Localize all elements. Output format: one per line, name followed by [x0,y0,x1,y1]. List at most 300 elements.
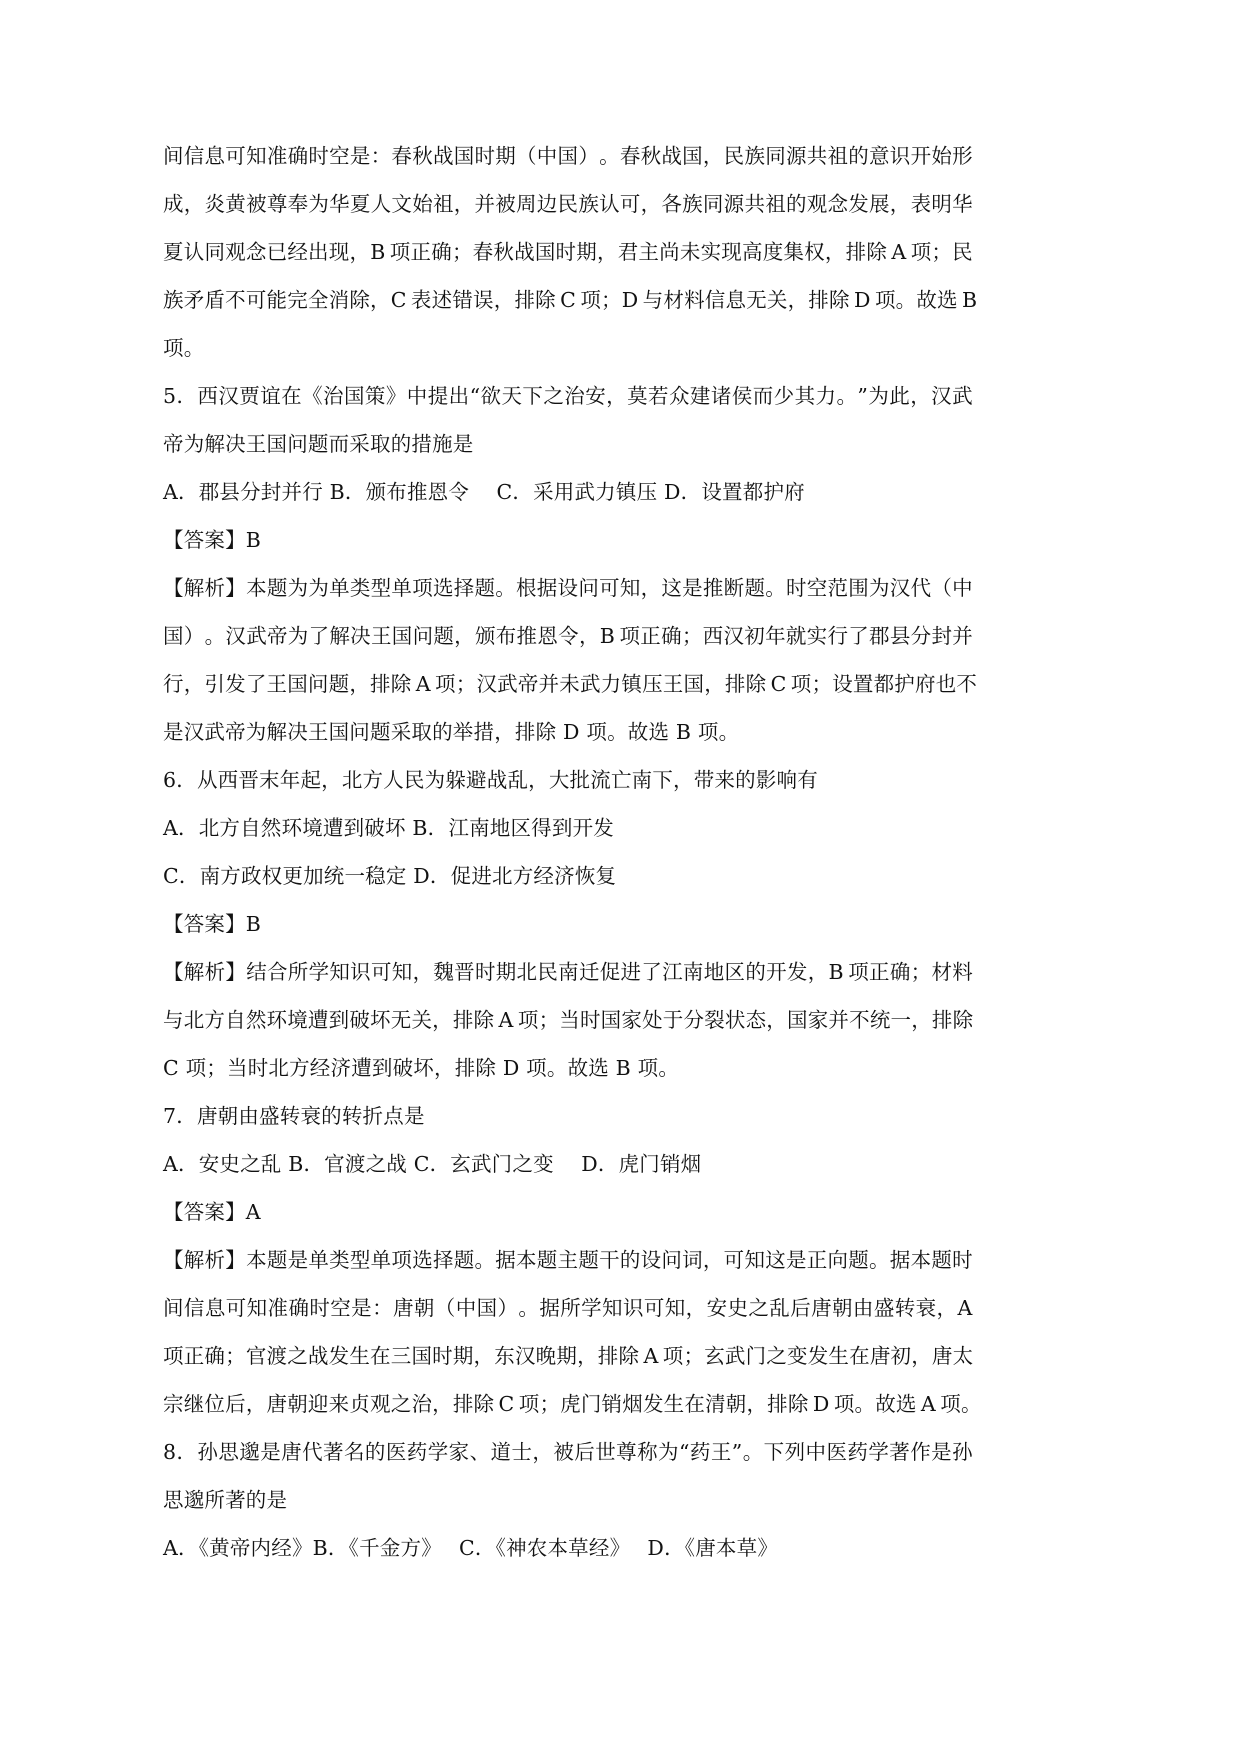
analysis-line [163,948,973,996]
glyph: 除 [535,288,556,312]
glyph: 战 [661,144,683,168]
glyph: 、 [469,1440,491,1464]
glyph: 本 [246,1248,267,1272]
glyph: 在 [281,384,302,408]
glyph: （ [434,1296,456,1320]
glyph: 中 [536,144,558,168]
glyph: 东 [494,1344,515,1368]
glyph: 发 [225,672,246,696]
glyph: 现 [328,240,350,264]
glyph: 不 [225,288,246,312]
glyph: 武 [724,1344,746,1368]
glyph: 周 [516,192,537,216]
glyph: 空 [806,576,828,600]
glyph: 项 [833,1392,855,1416]
glyph: 江 [662,960,683,984]
glyph: 题 [474,576,496,600]
glyph: 族 [682,192,703,216]
glyph: 排 [452,1008,474,1032]
glyph: ； [681,624,703,648]
glyph: 少 [773,384,795,408]
analysis-line [163,1284,973,1332]
glyph: 在 [684,1392,706,1416]
glyph: 秋 [412,144,433,168]
glyph: 华 [329,192,350,216]
glyph: ， [578,624,600,648]
glyph: 项 [391,1248,413,1272]
glyph: 尊 [266,192,288,216]
glyph: ； [451,240,473,264]
glyph: 是 [351,1296,372,1320]
glyph: 晚 [535,1344,557,1368]
glyph: 排 [370,672,391,696]
glyph: 除 [829,288,850,312]
glyph: 孙 [952,1440,973,1464]
glyph: 人 [370,192,392,216]
glyph: 分 [683,1008,705,1032]
glyph: 设 [557,576,579,600]
glyph: 题 [266,576,288,600]
glyph: 药 [689,1440,711,1464]
glyph: 实 [806,624,828,648]
glyph: 排 [724,672,746,696]
glyph: 所 [560,1296,581,1320]
glyph: 生 [663,1392,685,1416]
glyph: 盾 [204,288,226,312]
glyph: 衰 [915,1296,937,1320]
glyph: 型 [349,1248,371,1272]
glyph: 国 [682,144,703,168]
glyph: 始 [931,144,953,168]
glyph: 家 [621,1008,643,1032]
glyph: 战 [514,240,535,264]
glyph: ： [372,1296,393,1320]
glyph: 汉 [514,1344,536,1368]
glyph: 变 [787,1344,808,1368]
glyph: ， [454,624,475,648]
glyph: 唐 [869,1344,891,1368]
glyph: 置 [852,672,874,696]
glyph: 在 [849,1344,870,1368]
question-stem-line: 思邈所著的是 [163,1488,288,1512]
glyph: 息 [204,144,226,168]
glyph: ， [183,192,205,216]
glyph: 方 [204,1008,226,1032]
glyph: 决 [350,624,371,648]
glyph: C [498,1392,515,1416]
glyph: 策 [364,384,386,408]
text-line: 项。 [163,336,205,360]
glyph: 项 [435,672,456,696]
glyph: ， [453,192,475,216]
glyph: 共 [806,144,828,168]
glyph: 设 [640,1248,662,1272]
glyph: 当 [559,1008,580,1032]
glyph: 祖 [432,192,454,216]
glyph: 料 [684,288,705,312]
glyph: 国 [287,672,308,696]
glyph: 并 [828,1008,850,1032]
glyph: 可 [723,1248,745,1272]
glyph: 信 [183,144,205,168]
glyph: 念 [827,192,849,216]
glyph: 环 [266,1008,288,1032]
glyph: 析 [204,960,226,984]
glyph: 治 [323,384,344,408]
glyph: ， [824,240,846,264]
glyph: ， [746,1392,768,1416]
glyph: 。 [495,576,516,600]
glyph: ， [702,144,724,168]
glyph: ， [911,1008,932,1032]
glyph: 排 [845,240,867,264]
glyph: 诸 [710,384,732,408]
glyph: ， [685,1296,707,1320]
glyph: 同 [765,144,786,168]
glyph: ， [432,1392,453,1416]
glyph: 权 [804,240,825,264]
glyph: 是 [287,1248,309,1272]
glyph: 家 [448,1440,470,1464]
glyph: 推 [702,576,724,600]
glyph: 汉 [889,576,911,600]
glyph: 秋 [493,240,515,264]
glyph: 王 [370,624,392,648]
glyph: ； [538,1008,560,1032]
glyph: 】 [225,576,246,600]
line-text [163,372,973,420]
glyph: 解 [183,1248,205,1272]
glyph: 时 [555,240,577,264]
glyph: 药 [406,1440,428,1464]
glyph: 邈 [239,1440,260,1464]
glyph: 识 [889,144,911,168]
glyph: 完 [287,288,308,312]
glyph: 帝 [517,672,539,696]
glyph: 天 [501,384,523,408]
glyph: 三 [390,1344,412,1368]
glyph: 民 [537,960,559,984]
glyph: 可 [225,1296,247,1320]
glyph: 各 [661,192,683,216]
glyph: 述 [431,288,453,312]
glyph: 代 [910,576,932,600]
glyph: 围 [848,576,869,600]
glyph: ， [640,192,662,216]
glyph: 干 [599,1248,620,1272]
glyph: 【 [163,576,184,600]
glyph: B [828,960,844,984]
glyph: 项 [517,1008,539,1032]
glyph: 春 [619,144,641,168]
glyph: 春 [391,144,413,168]
glyph: 选 [937,288,958,312]
glyph: B [962,288,978,312]
glyph: 。 [599,144,620,168]
glyph: 晋 [454,960,475,984]
glyph: ， [532,1440,554,1464]
glyph: 族 [163,288,184,312]
glyph: 设 [832,672,853,696]
glyph: 无 [746,288,767,312]
glyph: 国 [343,384,365,408]
glyph: 间 [163,1296,184,1320]
line-text [163,612,973,660]
glyph: 经 [287,240,309,264]
glyph: 世 [595,1440,616,1464]
glyph: 故 [916,288,938,312]
analysis-line [163,996,973,1044]
glyph: 于 [662,1008,684,1032]
glyph: 下 [763,1440,785,1464]
glyph: 夏 [349,192,371,216]
glyph: 乱 [769,1296,790,1320]
glyph: 下 [522,384,544,408]
glyph: 主 [557,1248,579,1272]
glyph: 中 [805,1440,827,1464]
glyph: 安 [585,384,606,408]
glyph: A [920,1392,936,1416]
glyph: 王 [266,672,288,696]
glyph: 结 [246,960,267,984]
glyph: A [498,1008,514,1032]
glyph: 也 [935,672,957,696]
glyph: 行 [163,672,184,696]
glyph: 贾 [239,384,260,408]
glyph: 源 [785,144,807,168]
glyph: 开 [766,960,787,984]
glyph: 准 [267,1296,289,1320]
glyph: 武 [497,672,518,696]
glyph: 项 [580,288,602,312]
glyph: ， [349,672,371,696]
glyph: ， [766,1008,787,1032]
glyph: 促 [599,960,621,984]
glyph: 继 [183,1392,205,1416]
glyph: 错 [452,288,474,312]
glyph: 已 [266,240,288,264]
glyph: 不 [956,672,978,696]
glyph: C [770,672,787,696]
line-text [163,996,973,1044]
glyph: 认 [599,192,620,216]
question-stem-line [163,1428,973,1476]
glyph: 中 [455,1296,477,1320]
glyph: 推 [516,624,538,648]
line-text [163,564,973,612]
glyph: 范 [827,576,849,600]
glyph: ， [640,576,662,600]
glyph: “ [678,1440,690,1464]
glyph: B [599,624,615,648]
analysis-line: C 项；当时北方经济遭到破坏，排除 D 项。故选 B 项。 [163,1056,680,1080]
glyph: ， [606,384,627,408]
glyph: 宗 [163,1392,184,1416]
glyph: 销 [601,1392,623,1416]
glyph: 选 [412,1248,433,1272]
glyph: 问 [661,1248,683,1272]
text-line [163,180,973,228]
glyph: 称 [637,1440,658,1464]
glyph: 可 [643,1296,665,1320]
glyph: 息 [725,288,747,312]
glyph: 息 [204,1296,226,1320]
glyph: 国 [453,144,475,168]
glyph: 材 [663,288,685,312]
glyph: 据 [536,576,558,600]
glyph: 北 [183,1008,205,1032]
line-text [163,180,973,228]
glyph: ； [539,1392,561,1416]
glyph: 家 [807,1008,829,1032]
glyph: 消 [328,288,350,312]
glyph: 所 [287,960,309,984]
glyph: 令 [558,624,579,648]
glyph: 武 [952,384,973,408]
glyph: 期 [576,240,597,264]
glyph: 根 [516,576,537,600]
glyph: 武 [246,624,267,648]
glyph: 。 [204,624,226,648]
glyph: 国 [600,1008,622,1032]
glyph: 正 [183,1344,205,1368]
glyph: 项 [848,960,869,984]
glyph: 自 [225,1008,246,1032]
glyph: 为 [308,192,330,216]
glyph: 【 [163,960,184,984]
glyph: 。 [474,1248,496,1272]
glyph: 南 [682,960,704,984]
glyph: 同 [702,192,724,216]
glyph: ， [432,1008,453,1032]
glyph: 选 [895,1392,917,1416]
glyph: 朝 [287,1392,308,1416]
glyph: 。 [742,1440,764,1464]
glyph: 展 [869,192,890,216]
glyph: 此 [889,384,910,408]
glyph: ， [473,1344,495,1368]
glyph: 遭 [307,1008,329,1032]
glyph: ； [931,240,953,264]
glyph: 为 [658,1440,679,1464]
glyph: 识 [622,1296,644,1320]
glyph: 后 [574,1440,595,1464]
glyph: “ [469,384,481,408]
glyph: 择 [432,1248,454,1272]
glyph: 帝 [266,624,288,648]
glyph: 《 [302,384,323,408]
answer-line: 【答案】B [163,528,262,552]
glyph: 确 [661,624,682,648]
glyph: 封 [931,624,953,648]
glyph: 认 [183,240,205,264]
glyph: A [643,1344,659,1368]
line-text [163,1284,973,1332]
glyph: 项 [662,1344,684,1368]
glyph: 确 [288,1296,310,1320]
question-options-line: C．南方政权更加统一稳定 D．促进北方经济恢复 [163,864,617,888]
glyph: 孙 [197,1440,219,1464]
glyph: 王 [662,672,684,696]
glyph: 这 [765,1248,786,1272]
glyph: 单 [308,1248,330,1272]
glyph: ； [601,288,622,312]
glyph: 时 [308,144,330,168]
glyph: 若 [648,384,669,408]
glyph: 族 [578,192,600,216]
glyph: 被 [553,1440,575,1464]
glyph: 全 [307,288,329,312]
glyph: 学 [581,1296,602,1320]
glyph: 表 [410,288,432,312]
glyph: 史 [727,1296,749,1320]
glyph: 知 [391,960,413,984]
glyph: 同 [204,240,226,264]
glyph: 表 [910,192,932,216]
glyph: 除 [866,240,888,264]
glyph: 建 [689,384,711,408]
glyph: 了 [641,960,663,984]
glyph: 北 [516,960,538,984]
glyph: 矛 [183,288,205,312]
glyph: A [891,240,907,264]
glyph: 关 [411,1008,433,1032]
analysis-line: 是汉武帝为解决王国问题采取的举措，排除 D 项。故选 B 项。 [163,720,740,744]
glyph: 现 [721,240,742,264]
glyph: 唐 [281,1440,302,1464]
glyph: 朝 [413,1296,435,1320]
glyph: 而 [752,384,774,408]
glyph: ； [811,672,833,696]
glyph: 合 [266,960,288,984]
glyph: 解 [329,624,351,648]
glyph: 名 [343,1440,365,1464]
glyph: 贞 [349,1392,371,1416]
glyph: ， [787,288,809,312]
line-text [163,276,978,324]
glyph: 边 [536,192,558,216]
glyph: 学 [308,960,330,984]
glyph: 除 [745,672,767,696]
glyph: 县 [889,624,911,648]
glyph: 开 [910,144,932,168]
glyph: 生 [349,1344,371,1368]
glyph: 发 [786,960,808,984]
glyph: 的 [745,960,767,984]
glyph: 到 [328,1008,350,1032]
glyph: 时 [309,1296,331,1320]
glyph: 汉 [476,672,498,696]
glyph: 行 [827,624,849,648]
glyph: 准 [266,144,288,168]
glyph: 中 [952,576,973,600]
glyph: 生 [828,1344,850,1368]
glyph: 发 [642,1392,664,1416]
glyph: 集 [783,240,805,264]
question-stem-line [163,372,973,420]
glyph: 共 [744,192,766,216]
glyph: 华 [952,192,973,216]
glyph: 祖 [827,144,849,168]
glyph: 题 [328,672,350,696]
glyph: 太 [952,1344,974,1368]
glyph: 析 [204,576,226,600]
glyph: 境 [287,1008,308,1032]
glyph: 是 [349,144,371,168]
glyph: 知 [246,1296,268,1320]
glyph: 一 [890,1008,912,1032]
glyph: 恩 [537,624,559,648]
